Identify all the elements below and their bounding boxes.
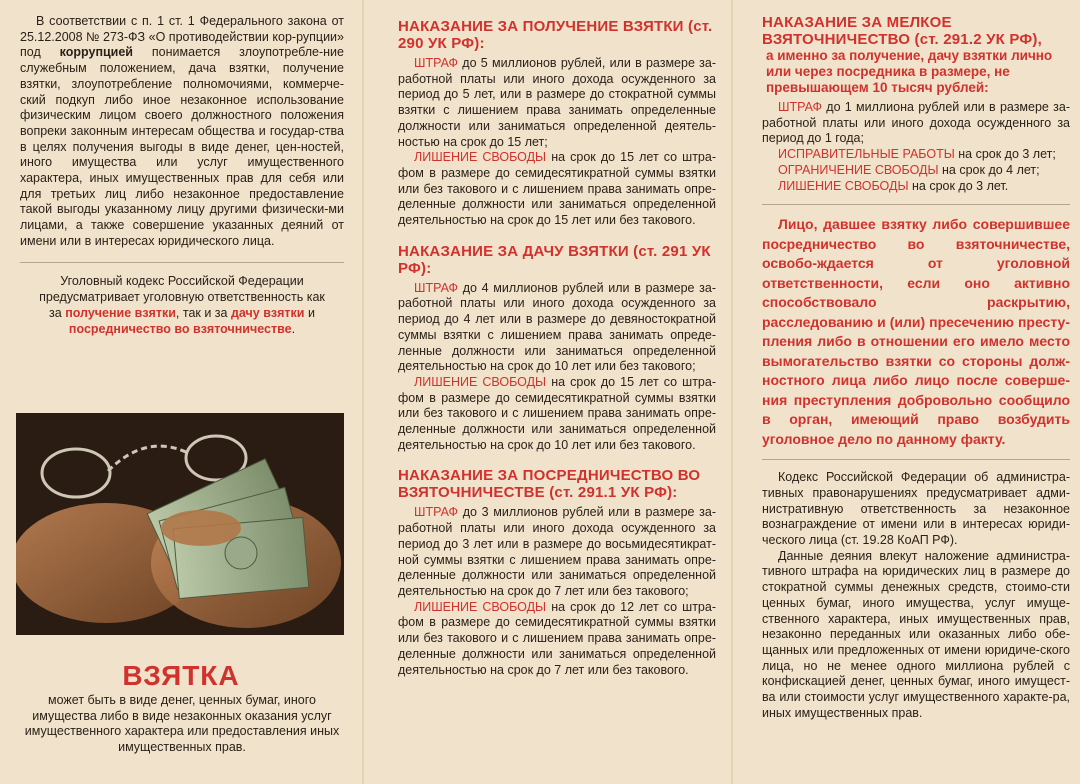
fine-label: ШТРАФ (778, 100, 823, 114)
right-panel (732, 0, 1080, 784)
note-text: Уголовный кодекс Российской Федерации предусматривает уголовную ответственность как за (39, 273, 325, 320)
mediation-section (398, 467, 716, 678)
fine-clause (398, 56, 716, 150)
section-subheading: а именно за получение, дачу взятки лично или через посредника в размере, не превышающем 10 тысяч рублей: (766, 48, 1053, 95)
bribe-photo (16, 413, 344, 635)
work-clause (762, 147, 1070, 163)
work-label: ИСПРАВИТЕЛЬНЫЕ РАБОТЫ (778, 147, 955, 162)
prison-clause (762, 179, 1070, 195)
clause-text: на срок до 12 лет со штра-фом в размере до семидесятикратной суммы взятки или без такового и с лишением права занимать опре-деленные должности или заниматься определенной деятельностью на срок до 7 лет или без такового. (398, 599, 716, 677)
fine-clause (398, 281, 716, 375)
fine-clause (762, 100, 1070, 147)
handcuffed-hands-money-illustration (16, 413, 344, 635)
corruption-definition (20, 14, 344, 250)
clause-text: до 3 миллионов рублей или в размере за-работной платы или иного дохода осужденного за период до 3 лет или в размере до восьмидесятикрат-ной суммы взятки с лишением права занимать опре-деленные должности или заниматься определенной деятельностью на срок до 7 лет или без такового; (398, 505, 716, 598)
clause-text: до 4 миллионов рублей или в размере за-работной платы или иного дохода осужденного за период до 4 лет или в размере до девяностократной суммы взятки с лишением права занимать опреде-ленные должности или заниматься определенной деятельностью на срок до 10 лет или без такового; (398, 280, 716, 374)
note-text: , так и за (175, 305, 231, 320)
definition-text: В соответствии с п. 1 ст. 1 Федерального закона от 25.12.2008 № 273-ФЗ «О противодействии кор-рупции» под (20, 14, 344, 60)
fine-clause (398, 505, 716, 599)
note-highlight: дачу взятки (230, 305, 305, 320)
divider (762, 459, 1070, 460)
section-heading: НАКАЗАНИЕ ЗА ПОЛУЧЕНИЕ ВЗЯТКИ (ст. 290 УК РФ): (398, 18, 713, 52)
prison-label: ЛИШЕНИЕ СВОБОДЫ (778, 178, 909, 193)
bribe-title: ВЗЯТКА (122, 660, 240, 691)
restrict-clause (762, 163, 1070, 179)
criminal-code-note (20, 273, 344, 337)
section-heading: НАКАЗАНИЕ ЗА МЕЛКОЕ ВЗЯТОЧНИЧЕСТВО (ст. 291.2 УК РФ), (762, 14, 1042, 48)
bribe-taking-section (398, 18, 716, 229)
clause-text: до 5 миллионов рублей, или в размере за-работной платы или иного дохода осужденного за период до 5 лет, или в размере до стократной суммы взятки с лишением права занимать определенные должности или заниматься определенной деятель-ностью на срок до 15 лет; (398, 56, 716, 149)
prison-label: ЛИШЕНИЕ СВОБОДЫ (414, 599, 547, 614)
middle-panel (362, 0, 732, 784)
clause-text: на срок до 15 лет со штра-фом в размере до семидесятикратной суммы взятки или без такового и с лишением права занимать опре-деленные должности или заниматься определенной деятельностью на срок до 15 лет или без такового. (398, 150, 716, 228)
fine-label: ШТРАФ (414, 56, 459, 70)
bribe-description: может быть в виде денег, ценных бумаг, иного имущества либо в виде незаконных оказания услуг имущественного характера или предоставления иных имущественных прав. (24, 693, 340, 754)
section-heading: НАКАЗАНИЕ ЗА ДАЧУ ВЗЯТКИ (ст. 291 УК РФ): (398, 242, 711, 277)
definition-term: коррупцией (59, 45, 133, 60)
restrict-label: ОГРАНИЧЕНИЕ СВОБОДЫ (778, 162, 939, 177)
note-text: . (291, 321, 296, 336)
fine-label: ШТРАФ (414, 280, 459, 295)
exemption-notice: Лицо, давшее взятку либо совершившее посредничество во взяточничестве, освобо-ждается от уголовной ответственности, если оно активно способствовало раскрытию, расследованию и (или) пресечению престу-пления либо в отношении его имело место вымогательство взятки со стороны долж-ностного лица либо лицо после соверше-ния преступления добровольно сообщило в орган, имеющий право возбудить уголовное дело по данному факту. (762, 216, 1070, 447)
prison-clause (398, 375, 716, 454)
clause-text: на срок до 3 лет. (908, 178, 1009, 193)
clause-text: на срок до 3 лет; (954, 147, 1056, 162)
prison-clause (398, 600, 716, 679)
prison-clause (398, 150, 716, 229)
admin-penalty-text: Данные деяния влекут наложение администра-тивного штрафа на юридических лиц в размере до стократной суммы денежных средств, стоимо-сти ценных бумаг, иного имущества, услуг имуще-ственного характера, иных имущественных прав, незаконно переданных или оказанных либо обе-щанных или предложенных от имени юридиче-ского лица, но не менее одного миллиона рублей с конфискацией денег, ценных бумаг, иного имущест-ва или стоимости услуг имущественного характе-ра, иных имущественных прав. (762, 548, 1070, 720)
definition-text: понимается злоупотребле-ние служебным положением, дача взятки, получение взятки, злоупотребление полномочиями, коммерче-ский подкуп либо иное незаконное использование физическим лицом своего должностного положения вопреки законным интересам общества и государ-ства в целях получения выгоды в виде денег, цен-ностей, иного имущества или услуг имущественного характера, иных имущественных прав для себя или для третьих лиц либо незаконное предоставление такой выгоды указанному лицу другими физически-ми лицами, а также совершение указанных деяний от имени или в интересах юридического лица. (20, 45, 344, 248)
bribe-giving-section (398, 243, 716, 454)
note-text: и (304, 305, 315, 320)
note-highlight: получение взятки (65, 305, 176, 320)
admin-code-note: Кодекс Российской Федерации об администра-тивных правонарушениях предусматривает адми-нистративную ответственность за незаконное вознаграждение от имени или в интересах юриди-ческого лица (ст. 19.28 КоАП РФ). (762, 470, 1070, 548)
divider (20, 262, 344, 263)
petty-bribery-section (762, 14, 1070, 194)
section-heading: НАКАЗАНИЕ ЗА ПОСРЕДНИЧЕСТВО ВО ВЗЯТОЧНИЧЕСТВЕ (ст. 291.1 УК РФ): (398, 467, 701, 502)
fine-label: ШТРАФ (414, 505, 459, 520)
divider (762, 204, 1070, 205)
clause-text: на срок до 4 лет; (938, 162, 1040, 177)
clause-text: до 1 миллиона рублей или в размере за-работной платы или иного дохода осужденного за период до 1 года; (762, 100, 1070, 146)
prison-label: ЛИШЕНИЕ СВОБОДЫ (414, 150, 547, 165)
clause-text: на срок до 15 лет со штра-фом в размере до семидесятикратной суммы взятки или без такового и с лишением права занимать опре-деленные должности или заниматься определенной деятельностью на срок до 10 лет или без такового. (398, 374, 716, 452)
note-highlight: посредничество во взяточничестве (68, 321, 292, 336)
prison-label: ЛИШЕНИЕ СВОБОДЫ (414, 374, 547, 389)
